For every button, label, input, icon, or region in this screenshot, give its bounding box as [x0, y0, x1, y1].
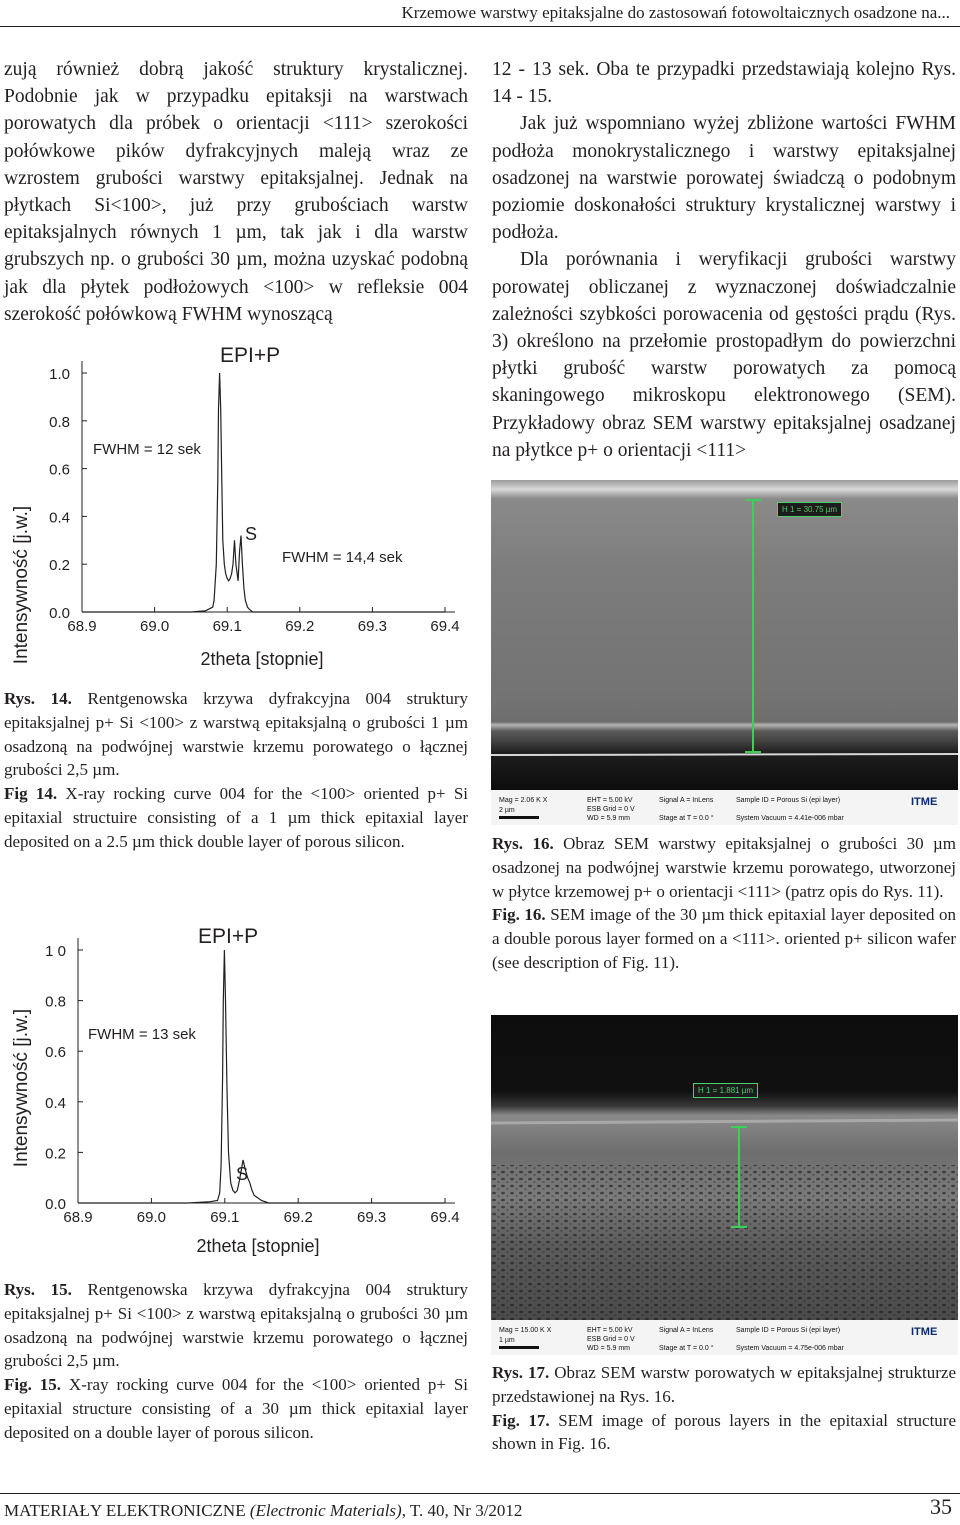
chart15-ylabel: Intensywność [j.w.] [11, 1008, 32, 1168]
chart14-title: EPI+P [220, 344, 281, 367]
caption-rys17-pl [492, 1361, 956, 1409]
sem17-vacuum: System Vacuum = 4.75e-006 mbar [736, 1345, 844, 1352]
chart-rys15 [0, 918, 480, 1263]
sem16-measurement: H 1 = 30.75 µm [777, 502, 842, 517]
caption-rys14-label-en: Fig 14. [4, 784, 58, 804]
chart15-ytick-label: 0.2 [45, 1145, 66, 1163]
sem16-info-bar [491, 790, 958, 825]
caption-rys14-label-pl: Rys. 14. [4, 689, 72, 708]
chart15-ytick-label: 0.4 [45, 1094, 66, 1112]
right-paragraph-1: 12 - 13 sek. Oba te przypadki przedstawiają kolejno Rys. 14 - 15. [492, 59, 956, 108]
caption-rys17-en [492, 1409, 956, 1457]
caption-rys15-text-en: X-ray rocking curve 004 for the <100> oriented p+ Si epitaxial structure consisting of a 30 µm thick epitaxial layer deposited on a double layer of porous silicon. [4, 1375, 469, 1442]
chart14-xlabel: 2theta [stopnie] [200, 649, 324, 669]
chart14-ytick-label: 1.0 [49, 366, 70, 383]
page-number: 35 [930, 1494, 952, 1519]
caption-rys16-text-en: SEM image of the 30 µm thick epitaxial layer deposited on a double porous layer formed on a <111>. oriented p+ silicon wafer (see description of Fig. 11). [492, 905, 957, 972]
sem17-scale-bar [499, 1346, 539, 1349]
sem16-wd: WD = 5.9 mm [587, 815, 630, 822]
chart14-annotation-fwhm-epi: FWHM = 12 sek [93, 441, 201, 458]
caption-rys16-label-pl: Rys. 16. [492, 834, 554, 853]
header-divider [0, 26, 960, 27]
chart14-xtick-label: 68.9 [67, 618, 97, 635]
chart14-series-line [82, 373, 445, 612]
sem16-stage: Stage at T = 0.0 ° [659, 815, 714, 822]
sem16-vacuum: System Vacuum = 4.41e-006 mbar [736, 815, 844, 822]
chart14-ytick-label: 0.8 [49, 413, 70, 431]
sem17-wd: WD = 5.9 mm [587, 1345, 630, 1352]
caption-rys14-pl [4, 687, 468, 782]
chart14-xtick-label: 69.2 [285, 618, 315, 635]
sem16-logo: ITME [911, 796, 938, 808]
chart15-xtick-label: 69.1 [210, 1209, 240, 1226]
caption-rys16-text-pl: Obraz SEM warstwy epitaksjalnej o grubości 30 µm osadzonej na podwójnej warstwie krzemu porowatego, utworzonej w płytce krzemowej p+ o orientacji <111> (patrz opis do Rys. 11). [492, 834, 957, 901]
caption-rys17-text-pl: Obraz SEM warstw porowatych w epitaksjalnej strukturze przedstawionej na Rys. 16. [492, 1363, 957, 1406]
chart14-ytick-label: 0.4 [49, 509, 70, 527]
right-paragraph-3: Dla porównania i weryfikacji grubości warstwy porowatej obliczanej z wyznaczonej doświadczalnie zależności szybkości porowacenia od gęstości prądu (Rys. 3) określono na przełomie prostopadłym do powierzchni płytki grubość warstw porowatych za pomocą skaningowego mikroskopu elektronowego (SEM). Przykładowy obraz SEM warstwy epitaksjalnej osadzanej na płytkce p+ o orientacji <111> [492, 249, 956, 461]
chart14-xtick-label: 69.1 [212, 618, 242, 635]
sem16-picture [491, 480, 958, 825]
caption-rys15-text-pl: Rentgenowska krzywa dyfrakcyjna 004 struktury epitaksjalnej p+ Si <100> z warstwą epitaksjalną o grubości 30 µm osadzoną na podwójnej warstwie krzemu porowatego o łącznej grubości 2,5 µm. [4, 1280, 469, 1371]
caption-rys16-en [492, 903, 956, 974]
caption-rys15-label-pl: Rys. 15. [4, 1280, 72, 1299]
chart15-plot-area [45, 938, 459, 1226]
chart14-xtick-label: 69.4 [430, 618, 460, 635]
sem17-sample: Sample ID = Porous Si (epi layer) [736, 1327, 841, 1334]
chart14-annotation-s: S [245, 524, 258, 544]
caption-rys15 [4, 1278, 468, 1445]
caption-rys16 [492, 832, 956, 975]
sem16-mag: Mag = 2.06 K X [499, 797, 548, 804]
chart14-ytick-label: 0.6 [49, 461, 70, 479]
sem16-eht: EHT = 5.00 kV [587, 797, 633, 804]
chart15-ytick-label: 1 0 [45, 943, 66, 960]
chart15-xtick-label: 69.4 [430, 1209, 460, 1226]
caption-rys17-label-pl: Rys. 17. [492, 1363, 550, 1382]
caption-rys17 [492, 1361, 956, 1456]
footer-journal-en: (Electronic Materials) [249, 1501, 402, 1520]
chart15-annotation-s: S [236, 1164, 249, 1184]
caption-rys15-label-en: Fig. 15. [4, 1375, 62, 1395]
chart15-series-line [78, 950, 445, 1203]
sem16-scale: 2 µm [499, 807, 515, 814]
sem16-signal: Signal A = InLens [659, 797, 714, 804]
chart14-ytick-label: 0.2 [49, 557, 70, 575]
caption-rys17-text-en: SEM image of porous layers in the epitaxial structure shown in Fig. 16. [492, 1410, 957, 1454]
running-header [0, 0, 950, 24]
chart14-annotation-fwhm-s: FWHM = 14,4 sek [282, 549, 403, 566]
chart14-xtick-label: 69.0 [139, 618, 170, 635]
footer-issue: , T. 40, Nr 3/2012 [401, 1501, 523, 1520]
sem-image-rys16 [491, 480, 958, 825]
chart-rys14 [0, 335, 480, 675]
chart14-plot-area [49, 361, 459, 635]
sem16-scale-bar [499, 816, 539, 819]
footer-journal-name: MATERIAŁY ELEKTRONICZNE [4, 1501, 246, 1520]
caption-rys17-label-en: Fig. 17. [492, 1410, 550, 1430]
caption-rys15-en [4, 1373, 468, 1444]
sem17-signal: Signal A = InLens [659, 1327, 714, 1334]
caption-rys14 [4, 687, 468, 854]
sem17-info-bar [491, 1320, 958, 1355]
caption-rys15-pl [4, 1278, 468, 1373]
caption-rys14-text-en: X-ray rocking curve 004 for the <100> oriented p+ Si epitaxial structuire consisting of a 1 µm thick epitaxial layer deposited on a 2.5 µm thick double layer of porous silicon. [4, 784, 468, 851]
chart14-ytick-label: 0.0 [49, 605, 70, 622]
caption-rys16-label-en: Fig. 16. [492, 905, 546, 925]
sem17-esb: ESB Grid = 0 V [587, 1336, 635, 1343]
chart15-ytick-label: 0.6 [45, 1044, 66, 1062]
caption-rys16-pl [492, 832, 956, 903]
running-title: Krzemowe warstwy epitaksjalne do zastosowań fotowoltaicznych osadzone na... [401, 3, 950, 22]
left-paragraph: zują również dobrą jakość struktury krystalicznej. Podobnie jak w przypadku epitaksji na warstwach porowatych dla próbek o orientacji <111> szerokości połówkowe pików dyfrakcyjnych maleją wraz ze wzrostem grubości warstwy epitaksjalnej. Jednak na płytkach Si<100>, już przy grubościach warstw epitaksjalnych równych 1 µm, tak jak i dla warstw grubszych np. o grubości 30 µm, można uzyskać podobną jak dla płytek podłożowych <100> w refleksie 004 szerokość połówkową FWHM wynoszącą [4, 59, 468, 325]
caption-rys14-text-pl: Rentgenowska krzywa dyfrakcyjna 004 struktury epitaksjalnej p+ Si <100> z warstwą epitaksjalną o grubości 1 µm osadzoną na podwójnej warstwie krzemu porowatego o łącznej grubości 2,5 µm. [4, 689, 469, 780]
chart14-ylabel: Intensywność [j.w.] [11, 505, 32, 665]
sem16-esb: ESB Grid = 0 V [587, 806, 635, 813]
chart15-xtick-label: 69.2 [283, 1209, 313, 1226]
sem17-picture [491, 1015, 958, 1355]
footer-journal [4, 1500, 522, 1522]
chart15-annotation-fwhm-epi: FWHM = 13 sek [88, 1026, 196, 1043]
caption-rys14-en [4, 782, 468, 853]
sem17-eht: EHT = 5.00 kV [587, 1327, 633, 1334]
sem17-logo: ITME [911, 1326, 938, 1338]
sem16-sample: Sample ID = Porous Si (epi layer) [736, 797, 841, 804]
sem-image-rys17 [491, 1015, 958, 1355]
chart15-ytick-label: 0.0 [45, 1196, 66, 1213]
sem17-measurement: H 1 = 1.881 µm [693, 1083, 758, 1098]
chart15-xtick-label: 68.9 [63, 1209, 93, 1226]
right-column [492, 56, 956, 464]
sem17-mag: Mag = 15.00 K X [499, 1327, 552, 1334]
sem17-scale: 1 µm [499, 1337, 515, 1344]
sem17-stage: Stage at T = 0.0 ° [659, 1345, 714, 1352]
footer-divider [0, 1493, 960, 1494]
chart15-xtick-label: 69.3 [356, 1209, 387, 1226]
chart15-xtick-label: 69.0 [136, 1209, 167, 1226]
chart15-title: EPI+P [198, 925, 259, 948]
right-paragraph-2: Jak już wspomniano wyżej zbliżone wartości FWHM podłoża monokrystalicznego i warstwy epitaksjalnej osadzonej na warstwie porowatej świadczą o podobnym poziomie doskonałości struktury krystalicznej warstwy i podłoża. [492, 113, 956, 244]
chart15-ytick-label: 0.8 [45, 993, 66, 1011]
left-column [4, 56, 468, 328]
chart15-xlabel: 2theta [stopnie] [196, 1236, 320, 1256]
chart14-xtick-label: 69.3 [357, 618, 388, 635]
